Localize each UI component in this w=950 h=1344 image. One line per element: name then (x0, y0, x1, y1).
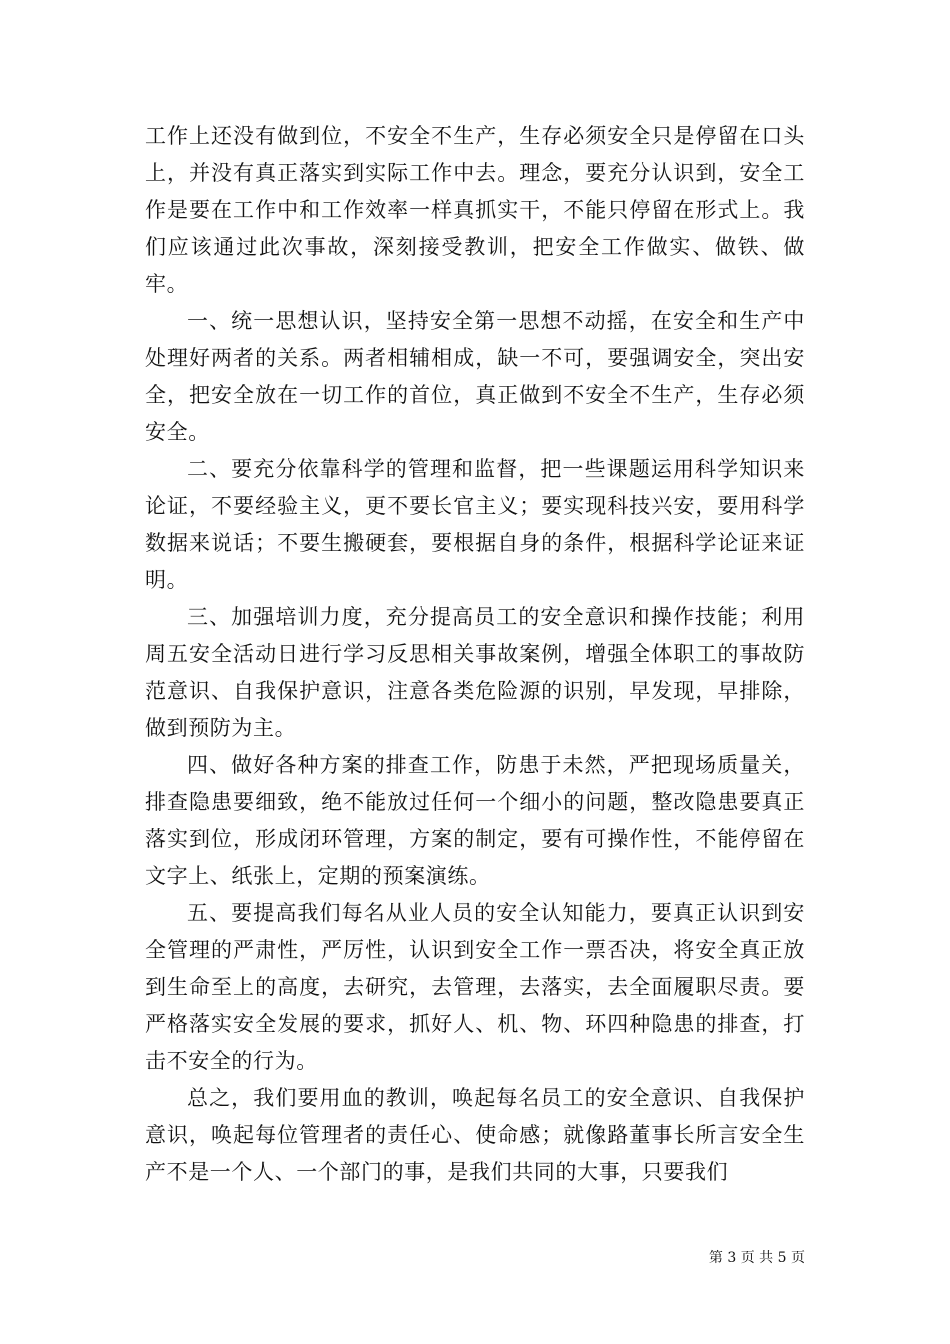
page-number-footer: 第 3 页 共 5 页 (708, 1250, 805, 1266)
paragraph-conclusion: 总之，我们要用血的教训，唤起每名员工的安全意识、自我保护意识，唤起每位管理者的责任心、使命感；就像路董事长所言安全生产不是一个人、一个部门的事，是我们共同的大事，只要我们 (145, 1086, 805, 1184)
paragraph-point-four: 四、做好各种方案的排查工作，防患于未然，严把现场质量关，排查隐患要细致，绝不能放过任何一个细小的问题，整改隐患要真正落实到位，形成闭环管理，方案的制定，要有可操作性，不能停留在文字上、纸张上，定期的预案演练。 (145, 753, 805, 888)
paragraph-point-three: 三、加强培训力度，充分提高员工的安全意识和操作技能；利用周五安全活动日进行学习反思相关事故案例，增强全体职工的事故防范意识、自我保护意识，注意各类危险源的识别，早发现，早排除，做到预防为主。 (145, 605, 805, 740)
paragraph-point-one: 一、统一思想认识，坚持安全第一思想不动摇，在安全和生产中处理好两者的关系。两者相辅相成，缺一不可，要强调安全，突出安全，把安全放在一切工作的首位，真正做到不安全不生产，生存必须安全。 (145, 309, 805, 444)
paragraph-point-five: 五、要提高我们每名从业人员的安全认知能力，要真正认识到安全管理的严肃性，严厉性，认识到安全工作一票否决，将安全真正放到生命至上的高度，去研究，去管理，去落实，去全面履职尽责。要严格落实安全发展的要求，抓好人、机、物、环四种隐患的排查，打击不安全的行为。 (145, 901, 805, 1073)
document-body (145, 118, 805, 1191)
paragraph-point-two: 二、要充分依靠科学的管理和监督，把一些课题运用科学知识来论证，不要经验主义，更不要长官主义；要实现科技兴安，要用科学数据来说话；不要生搬硬套，要根据自身的条件，根据科学论证来证明。 (145, 457, 805, 592)
paragraph-continuation: 工作上还没有做到位，不安全不生产，生存必须安全只是停留在口头上，并没有真正落实到实际工作中去。理念，要充分认识到，安全工作是要在工作中和工作效率一样真抓实干，不能只停留在形式上。我们应该通过此次事故，深刻接受教训，把安全工作做实、做铁、做牢。 (145, 124, 805, 296)
